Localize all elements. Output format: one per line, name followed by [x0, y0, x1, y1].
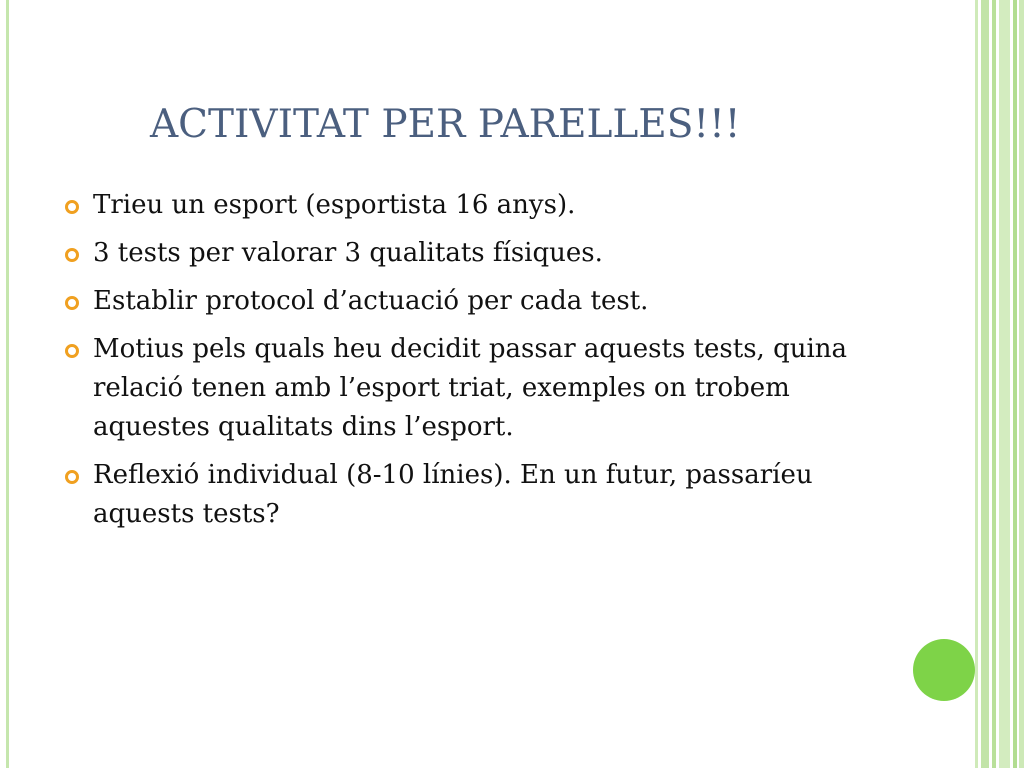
green-circle-icon — [913, 639, 975, 701]
bullet-text: Motius pels quals heu decidit passar aquests tests, quina relació tenen amb l’esport triat, exemples on trobem aquestes qualitats dins l’esport. — [93, 334, 848, 442]
ring-bullet-icon — [65, 344, 79, 358]
slide-title: ACTIVITAT PER PARELLES!!! — [150, 102, 741, 147]
left-border-line — [6, 0, 9, 768]
ring-bullet-icon — [65, 296, 79, 310]
bullet-item — [62, 282, 912, 321]
right-stripe — [975, 0, 978, 768]
bullet-item — [62, 186, 912, 225]
right-stripe — [999, 0, 1010, 768]
bullet-item — [62, 234, 912, 273]
bullet-text: 3 tests per valorar 3 qualitats físiques. — [93, 238, 603, 268]
right-stripe — [981, 0, 989, 768]
right-stripe — [1013, 0, 1017, 768]
right-stripe — [1019, 0, 1024, 768]
bullet-text: Trieu un esport (esportista 16 anys). — [93, 190, 576, 220]
bullet-text: Reflexió individual (8-10 línies). En un futur, passaríeu aquests tests? — [93, 460, 813, 529]
ring-bullet-icon — [65, 200, 79, 214]
bullet-list — [62, 186, 912, 543]
ring-bullet-icon — [65, 470, 79, 484]
right-stripe — [992, 0, 996, 768]
bullet-text: Establir protocol d’actuació per cada test. — [93, 286, 649, 316]
bullet-item — [62, 456, 912, 534]
bullet-item — [62, 330, 912, 447]
ring-bullet-icon — [65, 248, 79, 262]
